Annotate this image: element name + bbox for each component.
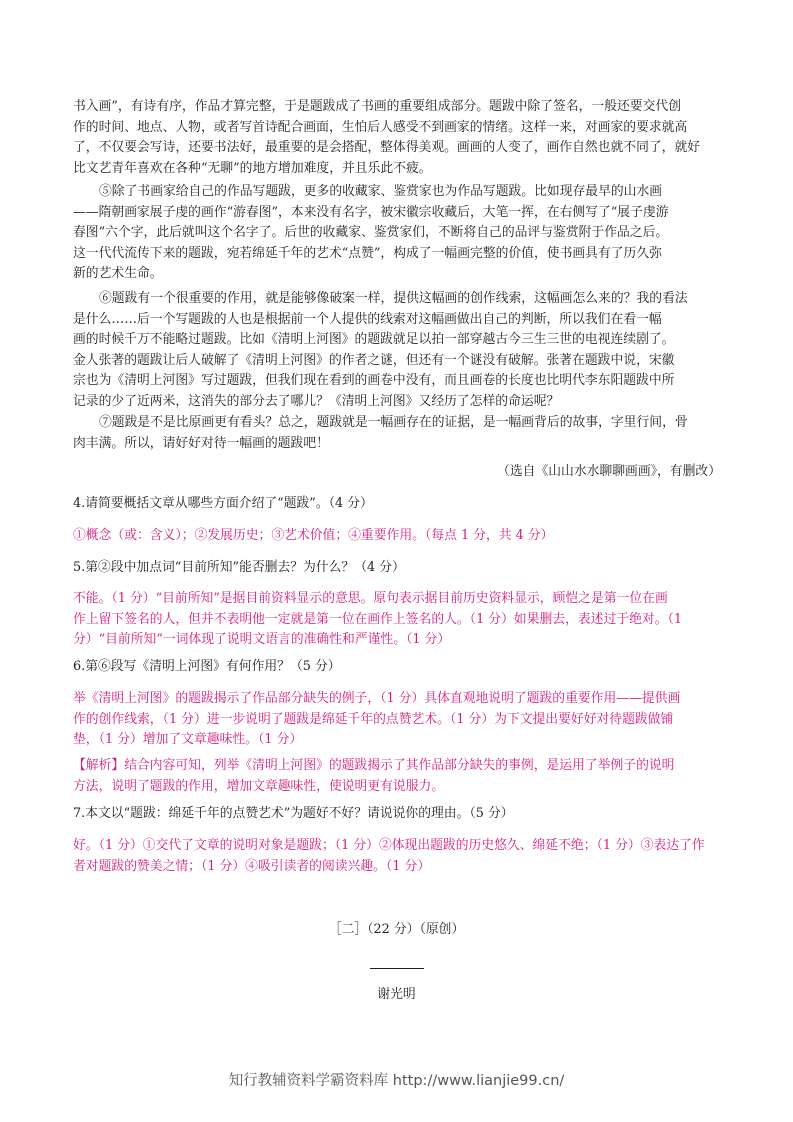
text-line: ⑤除了书画家给自己的作品写题跋，更多的收藏家、鉴赏家也为作品写题跋。比如现存最早的山水画: [99, 184, 663, 199]
text-line: ⑦题跋是不是比原画更有看头？总之，题跋就是一幅画存在的证据，是一幅画背后的故事，字里行间，骨: [99, 415, 688, 430]
question-text: 7.本文以“题跋：绵延千年的点赞艺术”为题好不好？请说说你的理由。（5 分）: [73, 806, 514, 821]
text-line: ——隋朝画家展子虔的画作“游春图”，本来没有名字，被宋徽宗收藏后，大笔一挥，在右侧写了“展子虔游: [73, 204, 669, 220]
paragraph-5: [73, 182, 721, 285]
answer-line: 作的创作线索，（1 分）进一步说明了题跋是绵延千年的点赞艺术。（1 分）为下文提出要好好对待题跋做铺: [73, 711, 674, 727]
text-line: 肉丰满。所以，请好好对待一幅画的题跋吧！: [73, 435, 329, 451]
question-text: 6.第⑥段写《清明上河图》有何作用？（5 分）: [73, 659, 341, 674]
answer-line: 举《清明上河图》的题跋揭示了作品部分缺失的例子，（1 分）具体直观地说明了题跋的重要作用——提供画: [73, 691, 681, 706]
question-5: [73, 558, 721, 579]
paragraph-continuation: [73, 97, 721, 179]
answer-line: 垫，（1 分）增加了文章趣味性。（1 分）: [73, 732, 303, 748]
text-line: 记录的少了近两米，这消失的部分去了哪儿？《清明上河图》又经历了怎样的命运呢？: [73, 393, 560, 409]
answer-4: [73, 526, 721, 547]
text-line: 是什么……后一个写题跋的人也是根据前一个人提供的线索对这幅画做出自己的判断，所以我们在看一幅: [73, 311, 662, 327]
text-line: 画的时候千万不能略过题跋。比如《清明上河图》的题跋就足以拍一部穿越古今三生三世的电视连续剧了。: [73, 332, 675, 348]
answer-line: 不能。（1 分）“目前所知”是据目前资料显示的意思。原句表示据目前历史资料显示，顾恺之是第一位在画: [73, 591, 668, 606]
answer-line: 作上留下签名的人，但并不表明他一定就是第一位在画作上签名的人。（1 分）如果删去，表述过于绝对。（1: [73, 611, 683, 627]
text-line: 书入画”，有诗有序，作品才算完整，于是题跋成了书画的重要组成部分。题跋中除了签名，一般还要交代创: [73, 99, 681, 114]
text-line: 春图”六个字，此后就叫这个名字了。后世的收藏家、鉴赏家们，不断将自己的品评与鉴赏附于作品之后。: [73, 225, 669, 241]
author-name: 谢光明: [377, 987, 416, 1002]
paragraph-6: [73, 289, 721, 413]
answer-6: [73, 689, 721, 751]
text-line: 了，不仅要会写诗，还要书法好，最重要的是会搭配，整体得美观。画画的人变了，画作自然也就不同了，就好: [73, 140, 701, 156]
answer-line: 者对题跋的赞美之情；（1 分）④吸引读者的阅读兴趣。（1 分）: [73, 858, 431, 874]
answer-line: ①概念（或：含义）；②发展历史；③艺术价值；④重要作用。（每点 1 分，共 4 分）: [73, 528, 554, 543]
text-line: 金人张著的题跋让后人破解了《清明上河图》的作者之谜，但还有一个谜没有破解。张著在题跋中说，宋徽: [73, 352, 675, 368]
answer-7: [73, 836, 721, 877]
analysis-line: 方法，说明了题跋的作用，增加文章趣味性，使说明更有说服力。: [73, 778, 445, 794]
analysis-line: [73, 756, 721, 777]
analysis-6: [73, 756, 721, 797]
question-text: 5.第②段中加点词“目前所知”能否删去？为什么？（4 分）: [73, 560, 405, 575]
question-text: 4.请简要概括文章从哪些方面介绍了“题跋”。（4 分）: [73, 496, 373, 511]
text-line: 新的艺术生命。: [73, 266, 163, 282]
question-6: [73, 657, 721, 678]
text-line: 比文艺青年喜欢在各种“无聊”的地方增加难度，并且乐此不疲。: [73, 160, 432, 176]
analysis-tag: 【解析】: [73, 758, 125, 773]
source-citation: （选自《山山水水聊聊画画》，有删改）: [497, 464, 721, 479]
footer-watermark: 知行教辅资料学霸资料库 http://www.lianjie99.cn/: [228, 1073, 565, 1089]
question-4: [73, 494, 721, 515]
analysis-text: 结合内容可知，列举《清明上河图》的题跋揭示了其作品部分缺失的事例，是运用了举例子的说明: [124, 758, 675, 773]
paragraph-7: [73, 413, 721, 454]
text-line: 宗也为《清明上河图》写过题跋，但我们现在看到的画卷中没有，而且画卷的长度也比明代李东阳题跋中所: [73, 373, 675, 389]
text-line: ⑥题跋有一个很重要的作用，就是能够像破案一样，提供这幅画的创作线索，这幅画怎么来的？我的看法: [99, 291, 688, 306]
answer-line: 分）“目前所知”一词体现了说明文语言的准确性和严谨性。（1 分）: [73, 632, 451, 648]
text-line: 作的时间、地点、人物，或者写首诗配合画面，生怕后人感受不到画家的情绪。这样一来，对画家的要求就高: [73, 119, 688, 135]
divider: [370, 968, 424, 969]
section-heading: ［二］（22 分）（原创）: [328, 922, 465, 937]
text-line: 这一代代流传下来的题跋，宛若绵延千年的艺术“点赞”，构成了一幅画完整的价值，使书画具有了历久弥: [73, 245, 662, 261]
answer-5: [73, 589, 721, 651]
question-7: [73, 804, 721, 825]
answer-line: 好。（1 分）①交代了文章的说明对象是题跋；（1 分）②体现出题跋的历史悠久、绵延不绝；（1 分）③表达了作: [73, 838, 705, 853]
